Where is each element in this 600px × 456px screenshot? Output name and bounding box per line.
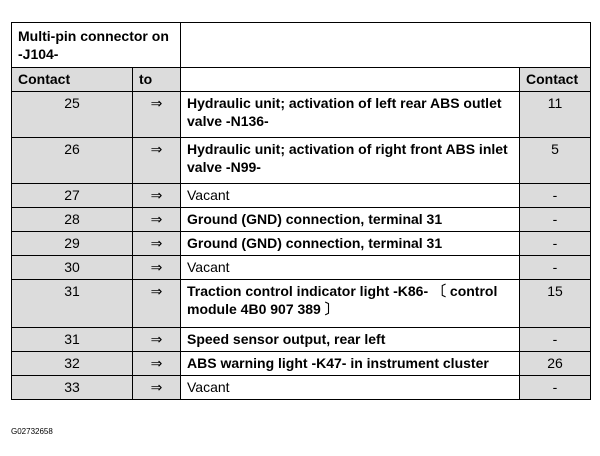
arrow-icon: ⇒ [133,92,181,138]
table-row [12,256,591,280]
description-cell: Vacant [181,184,520,208]
description-cell: Hydraulic unit; activation of left rear ABS outlet valve -N136- [181,92,520,138]
arrow-icon: ⇒ [133,328,181,352]
header-contact: Contact [12,68,133,92]
description-cell: Hydraulic unit; activation of right front ABS inlet valve -N99- [181,138,520,184]
contact-right-cell: - [520,232,591,256]
table-row [12,92,591,138]
table-row [12,352,591,376]
contact-cell: 31 [12,328,133,352]
arrow-icon: ⇒ [133,352,181,376]
table-row [12,280,591,328]
title-line-1: Multi-pin connector on [18,28,169,44]
contact-cell: 31 [12,280,133,328]
description-cell: Vacant [181,256,520,280]
contact-cell: 33 [12,376,133,400]
table-header-row [12,68,591,92]
contact-right-cell: 15 [520,280,591,328]
contact-right-cell: - [520,184,591,208]
contact-cell: 27 [12,184,133,208]
table-row [12,208,591,232]
header-empty [181,68,520,92]
contact-cell: 28 [12,208,133,232]
contact-cell: 29 [12,232,133,256]
image-code: G02732658 [11,427,53,436]
contact-cell: 30 [12,256,133,280]
table-row [12,328,591,352]
contact-right-cell: - [520,376,591,400]
contact-cell: 26 [12,138,133,184]
contact-cell: 32 [12,352,133,376]
contact-right-cell: - [520,256,591,280]
contact-right-cell: - [520,208,591,232]
description-cell: Vacant [181,376,520,400]
arrow-icon: ⇒ [133,208,181,232]
arrow-icon: ⇒ [133,256,181,280]
contact-right-cell: 5 [520,138,591,184]
header-to: to [133,68,181,92]
description-cell: Ground (GND) connection, terminal 31 [181,208,520,232]
description-cell: Ground (GND) connection, terminal 31 [181,232,520,256]
description-cell: ABS warning light -K47- in instrument cluster [181,352,520,376]
table-title-row [12,23,591,68]
arrow-icon: ⇒ [133,138,181,184]
description-cell: Traction control indicator light -K86- 〔 control module 4B0 907 389 〕 [181,280,520,328]
contact-cell: 25 [12,92,133,138]
table-row [12,138,591,184]
title-empty-cell [181,23,591,68]
connector-pin-table [11,22,591,400]
table-row [12,184,591,208]
table-row [12,232,591,256]
contact-right-cell: 11 [520,92,591,138]
arrow-icon: ⇒ [133,376,181,400]
table-row [12,376,591,400]
contact-right-cell: 26 [520,352,591,376]
description-cell: Speed sensor output, rear left [181,328,520,352]
arrow-icon: ⇒ [133,184,181,208]
contact-right-cell: - [520,328,591,352]
header-contact-right: Contact [520,68,591,92]
arrow-icon: ⇒ [133,280,181,328]
arrow-icon: ⇒ [133,232,181,256]
table-title [12,23,181,68]
title-line-2: -J104- [18,46,59,62]
